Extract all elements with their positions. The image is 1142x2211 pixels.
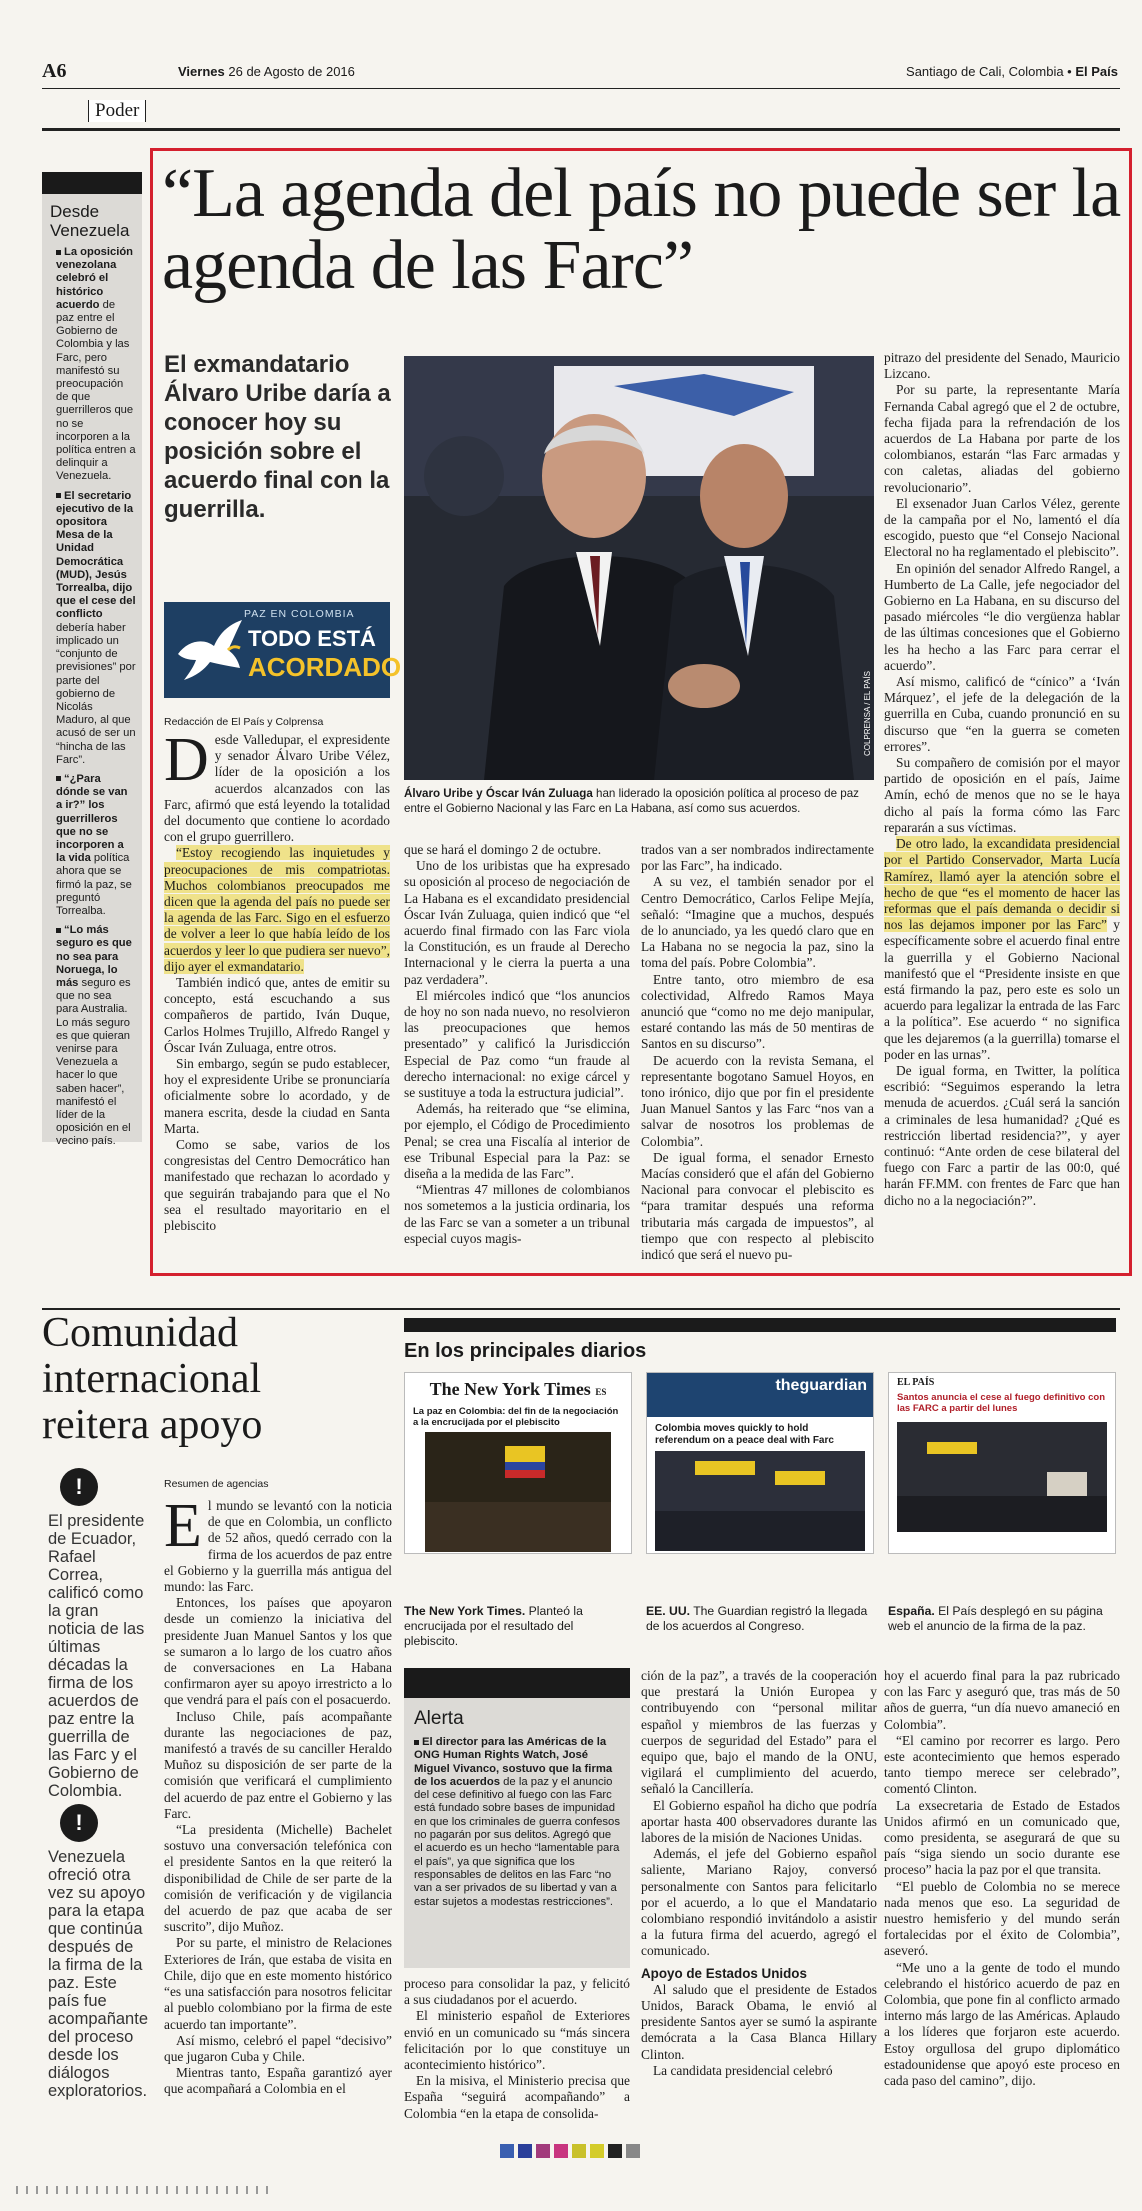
paragraph: El ministerio español de Exteriores envió en un comunicado su “más sincera felicitación por lo que constituye un acontecimiento histórico”. <box>404 2008 630 2073</box>
side-note: Venezuela ofreció otra vez su apoyo para la etapa que continúa después de la firma de la paz. Este país fue acompañante del proceso desde los diálogos exploratorios. <box>48 1848 148 2100</box>
section-bar <box>42 128 1120 131</box>
paz-logo-line1: TODO ESTÁ <box>248 626 376 651</box>
principales-title: En los principales diarios <box>404 1340 647 1362</box>
color-registration-strip <box>500 2144 640 2158</box>
paragraph: Su compañero de comisión por el mayor partido de oposición en el país, Jaime Amín, echó de menos que no se le haya dicho al país la forma cómo las Farc repararán a sus víctimas. <box>884 755 1120 835</box>
elpais-masthead: EL PAÍS <box>897 1377 935 1388</box>
paragraph: Entre tanto, otro miembro de esa colectividad, Alfredo Ramos Maya anunció que “como no me dejo manipular, estaré contando las más de 50 mentiras de Santos en su discurso”. <box>641 971 874 1052</box>
nyt-masthead: The New York Times <box>429 1379 591 1399</box>
sidebar-band <box>42 172 142 194</box>
paragraph: Por su parte, la representante María Fernanda Cabal agregó que el 2 de octubre, fecha fijada para la refrendación de los acuerdos de La Habana por parte de los colombianos, estarán “las Farc armadas y con caletas, aliadas del gobierno revolucionario”. <box>884 382 1120 495</box>
nyt-edition: ES <box>595 1387 607 1397</box>
color-swatch <box>554 2144 568 2158</box>
paragraph: “El pueblo de Colombia no se merece nada menos que eso. La seguridad de nuestro hemisferio y del mundo serán fortalecidas por el éxito de Colombia”, aseveró. <box>884 1878 1120 1959</box>
paragraph: que se hará el domingo 2 de octubre. <box>404 842 602 857</box>
paragraph: Incluso Chile, país acompañante durante las negociaciones de paz, manifestó a través de su canciller Heraldo Muñoz su disposición de ser parte de la comisión que verificará el cumplimiento del acuerdo de paz entre el Gobierno y las Farc. <box>164 1708 392 1821</box>
paragraph: “El camino por recorrer es largo. Pero este acontecimiento que hemos esperado tanto tiempo merece ser celebrado”, comentó Clinton. <box>884 1732 1120 1797</box>
photo-credit: COLPRENSA / EL PAÍS <box>863 671 872 756</box>
paragraph: Por su parte, el ministro de Relaciones Exteriores de Irán, que estaba de visita en Chile, dijo que en este momento histórico “es una satisfacción para nosotros felicitar al pueblo colombiano por la firma de este acuerdo tan importante”. <box>164 1935 392 2032</box>
main-photo <box>404 356 874 780</box>
paragraph: l mundo se levantó con la noticia de que en Colombia, un conflicto de 52 años, quedó cerrado con la firma de los acuerdos de paz entre el Gobierno y la guerrilla más antigua del mundo: las Farc. <box>164 1498 392 1595</box>
bullet-icon <box>56 776 61 781</box>
paragraph: El exsenador Juan Carlos Vélez, gerente de la campaña por el No, lamentó el día escogido, puesto que “el Consejo Nacional Electoral no ha reglamentado el plebiscito”. <box>884 495 1120 560</box>
side-note: El presidente de Ecuador, Rafael Correa, calificó como la gran noticia de las últimas décadas la firma de los acuerdos de paz entre la guerrilla de las Farc y el Gobierno de Colombia. <box>48 1512 145 1800</box>
paragraph: Al saludo que el presidente de Estados Unidos, Barack Obama, le envió al presidente Santos ayer se sumó la aspirante demócrata a la Casa Blanca Hillary Clinton. <box>641 1981 877 2062</box>
exclamation-icon: ! <box>60 1804 98 1842</box>
paragraph: ción de la paz”, a través de la cooperación que prestará la Unión Europea y contribuyendo con “personal militar español y miembros de las fuerzas y cuerpos de seguridad del Estado” para el equipo que, bajo el mando de la ONU, vigilará el cumplimiento del acuerdo, señaló la Cancillería. <box>641 1668 877 1797</box>
paragraph: Entonces, los países que apoyaron desde un comienzo la iniciativa del presidente Juan Manuel Santos y los que se sumaron a lo largo de los cuatro años de conversaciones en La Habana confirmaron ayer su apoyo irrestricto a lo que vendrá para el país con el posacuerdo. <box>164 1595 392 1708</box>
color-swatch <box>572 2144 586 2158</box>
bullet-icon <box>56 493 61 498</box>
headline: “La agenda del país no puede ser la agenda de las Farc” <box>162 155 1121 304</box>
highlighted-quote: “Estoy recogiendo las inquietudes y preocupaciones de mis compatriotas. Muchos colombianos preocupados me dicen que la agenda del país no puede ser la agenda de las Farc. Sigo en el esfuerzo de volver a leer lo que había leído de los acuerdos y leer lo que pudiera ser nuevo”, dijo ayer el exmandatario. <box>164 845 390 974</box>
paragraph: Sin embargo, según se pudo establecer, hoy el expresidente Uribe se pronunciaría oficialmente sobre lo acordado, y de manera escrita, desde la ciudad en Santa Marta. <box>164 1056 390 1136</box>
subheading: Apoyo de Estados Unidos <box>641 1965 807 1981</box>
paragraph: pitrazo del presidente del Senado, Mauricio Lizcano. <box>884 350 1120 382</box>
elpais-headline: Santos anuncia el cese al fuego definitivo con las FARC a partir del lunes <box>897 1392 1105 1414</box>
sidebar-title: Desde Venezuela <box>50 202 130 240</box>
paragraph: Como se sabe, varios de los congresistas del Centro Democrático han manifestado que rechazan lo acordado y que seguirán trabajando para que el No sea el resultado mayoritario en el plebiscito <box>164 1137 390 1234</box>
newspaper-thumb-elpais <box>888 1372 1116 1554</box>
paragraph: proceso para consolidar la paz, y felicitó a sus ciudadanos por el acuerdo. <box>404 1976 630 2008</box>
alerta-band <box>404 1668 630 1698</box>
byline: Resumen de agencias <box>164 1478 269 1490</box>
bullet-icon <box>56 928 61 933</box>
issue-date: Viernes 26 de Agosto de 2016 <box>178 64 355 79</box>
paragraph: El miércoles indicó que “los anuncios de hoy no son nada nuevo, no resolvieron las preocupaciones que hemos presentado” y calificó la Jurisdicción Especial de Paz como “un fraude al derecho internacional: no exige cárcel y se sustituye a toda la estructura judicial”. <box>404 987 630 1101</box>
drop-cap: D <box>164 726 209 794</box>
sidebar-item: “¿Para dónde se van a ir?” los guerrilleros que no se incorporen a la vida política ahora que se firmó la paz, se preguntó Torrealba. <box>56 772 132 917</box>
paragraph: De igual forma, en Twitter, la política escribió: “Seguimos esperando la letra menuda de acuerdos. ¿Cuál será la sanción a criminales de lesa humanidad? ¿Qué es restricción libertad residencia?”, y ayer continuó: “Ante orden de cese bilateral del fuego con Farc a partir de las 00:0, qué harán FF.MM. con frentes de Farc que han dicho no a la negociación?”. <box>884 1062 1120 1208</box>
paper-caption: The New York Times. Planteó la encrucijada por el resultado del plebiscito. <box>404 1604 583 1648</box>
alerta-title: Alerta <box>414 1708 464 1729</box>
article-column-4 <box>884 350 1120 1209</box>
color-swatch <box>608 2144 622 2158</box>
alerta-box <box>404 1668 630 1968</box>
nyt-headline: La paz en Colombia: del fin de la negociación a la encrucijada por el plebiscito <box>413 1406 619 1428</box>
paragraph: De acuerdo con la revista Semana, el representante bogotano Samuel Hoyos, en tono irónico, dijo que por fin el presidente Juan Manuel Santos y las Farc “nos van a salvar de nosotros los problemas de Colombia”. <box>641 1052 874 1149</box>
paragraph: “La presidenta (Michelle) Bachelet sostuvo una conversación telefónica con el presidente Santos en la que reiteró la disponibilidad de Chile de ser parte de la comisión de verificación y de vigilancia del acuerdo de paz que acaba de ser suscrito”, dijo Muñoz. <box>164 1822 392 1935</box>
page-number: A6 <box>42 60 67 82</box>
article-column-7 <box>641 1668 877 2079</box>
subheadline: El exmandatario Álvaro Uribe daría a conocer hoy su posición sobre el acuerdo final con la guerrilla. <box>164 351 391 523</box>
color-swatch <box>500 2144 514 2158</box>
article-column-8 <box>884 1668 1120 2089</box>
paragraph: Además, el jefe del Gobierno español saliente, Mariano Rajoy, conversó personalmente con Santos para felicitarlo por el acuerdo, a lo que el Mandatario colombiano respondió invitándolo a asistir a la futura firma del acuerdo, agregó el comunicado. <box>641 1846 877 1959</box>
article-column-2 <box>404 842 630 1247</box>
sidebar-venezuela <box>42 172 142 1148</box>
paz-logo-line2: ACORDADO <box>248 652 402 682</box>
paragraph: De igual forma, el senador Ernesto Macías consideró que el afán del Gobierno Nacional para convocar el plebiscito es “para tramitar después una reforma tributaria más cargada de impuestos”, al tiempo que con respecto al plebiscito indicó que será el nuevo pu- <box>641 1149 874 1263</box>
paragraph: Así mismo, calificó de “cínico” a ‘Iván Márquez’, el jefe de la delegación de la guerrilla en Cuba, cuando pronunció en su discurso que “en la guerra se cometen errores”. <box>884 674 1120 754</box>
paz-logo-top: PAZ EN COLOMBIA <box>244 608 355 620</box>
sidebar-item: “Lo más seguro es que no sea para Noruega, lo más seguro es que no sea para Australia. Lo más seguro es que quieran venirse para Venezuela a hacer lo que saben hacer”, manifestó el líder de la oposición en el vecino país. <box>56 924 132 1148</box>
color-swatch <box>626 2144 640 2158</box>
bottom-headline: Comunidad internacional reitera apoyo <box>42 1310 263 1448</box>
paragraph: hoy el acuerdo final para la paz rubricado con las Farc y aseguró que, tras más de 50 años de guerra, “un día nuevo amaneció en Colombia”. <box>884 1668 1120 1732</box>
header-rule <box>42 88 1120 89</box>
paragraph: A su vez, el también senador por el Centro Democrático, Carlos Felipe Mejía, señaló: “Imagine que a muchos, después de lo anunciado, ya les quedó claro que en La Habana no se negocia la paz, sino la toma del país. Pobre Colombia”. <box>641 874 874 971</box>
guardian-photo <box>655 1451 865 1551</box>
bullet-icon <box>414 1740 419 1745</box>
photo-caption: Álvaro Uribe y Óscar Iván Zuluaga han liderado la oposición política al proceso de paz entre el Gobierno Nacional y las Farc en La Habana, así como sus acuerdos. <box>404 787 859 815</box>
paragraph: Uno de los uribistas que ha expresado su oposición al proceso de negociación de La Habana es el excandidato presidencial Óscar Iván Zuluaga, quien indicó que “el acuerdo final firmado con las Farc viola la Constitución, es un fraude al Derecho Internacional y le cierra la puerta a una paz verdadera”. <box>404 858 630 987</box>
article-column-6 <box>404 1976 630 2122</box>
newspaper-thumb-guardian <box>646 1372 874 1554</box>
section-tab: Poder <box>88 100 146 122</box>
principales-bar <box>404 1318 1116 1332</box>
paragraph: En opinión del senador Alfredo Rangel, a Humberto de La Calle, jefe negociador del Gobierno en La Habana, en su discurso del pasado miércoles “le dio vergüenza hablar de las últimas concesiones que el Gobierno les ha hecho a las Farc para cerrar el acuerdo”. <box>884 560 1120 673</box>
alerta-text: El director para las Américas de la ONG Human Rights Watch, José Miguel Vivanco, sostuvo que la firma de los acuerdos de la paz y el anuncio del cese definitivo al fuego con las Farc está fundado sobre bases de impunidad en que los criminales de guerra confesos no pagarán por sus delitos. Agregó que el acuerdo es un hecho “lamentable para el país”, ya que significa que los responsables de delitos en las Farc “no van a ser privados de su libertad y van a estar sujetos a modestas restricciones”. <box>414 1736 620 1908</box>
paper-caption: España. El País desplegó en su página web el anuncio de la firma de la paz. <box>888 1604 1103 1633</box>
drop-cap: E <box>164 1492 202 1560</box>
paragraph: “Mientras 47 millones de colombianos nos sometemos a la justicia ordinaria, los de las Farc se van a someter a un tribunal especial cuyos magis- <box>404 1182 630 1246</box>
paragraph: y específicamente sobre el acuerdo final entre la guerrilla y el Gobierno Nacional manifestó que el “Presidente insiste en que está firmando la paz, pero este es solo un acuerdo para legalizar la entrada de las Farc a la política”. Ese acuerdo “ no significa que les dejaremos (a la guerrilla) tomarse el poder en las urnas”. <box>884 917 1120 1062</box>
newspaper-thumb-nyt <box>404 1372 632 1554</box>
color-swatch <box>590 2144 604 2158</box>
nyt-photo <box>425 1432 611 1552</box>
dove-icon <box>170 610 248 690</box>
paragraph: También indicó que, antes de emitir su concepto, está escuchando a sus compañeros de partido, Iván Duque, Carlos Holmes Trujillo, Alfredo Rangel y Óscar Iván Zuluaga, entre otros. <box>164 975 390 1055</box>
guardian-masthead: theguardian <box>647 1373 873 1417</box>
bullet-icon <box>56 250 61 255</box>
paragraph: Así mismo, celebró el papel “decisivo” que jugaron Cuba y Chile. <box>164 2032 392 2064</box>
masthead: Santiago de Cali, Colombia • El País <box>906 64 1118 79</box>
paragraph: “Me uno a la gente de todo el mundo celebrando el histórico acuerdo de paz en Colombia, que pone fin al conflicto armado interno más largo de las Américas. Aplaudo a los líderes que forjaron este acuerdo. Estoy orgullosa del grupo diplomático estadounidense que apoyó este proceso en cada paso del camino”, dijo. <box>884 1959 1120 2089</box>
paragraph: La candidata presidencial celebró <box>653 2062 833 2078</box>
paz-logo <box>164 602 402 698</box>
sidebar-item: El secretario ejecutivo de la opositora Mesa de la Unidad Democrática (MUD), Jesús Torrealba, dijo que el cese del conflicto debería haber implicado un “conjunto de previsiones” por parte del gobierno de Nicolás Maduro, al que acusó de ser un “hincha de las Farc”. <box>56 489 136 766</box>
color-swatch <box>536 2144 550 2158</box>
paragraph: esde Valledupar, el expresidente y senador Álvaro Uribe Vélez, líder de la oposición a los acuerdos alcanzados con las Farc, afirmó que está leyendo la totalidad del documento que contiene lo acordado con el grupo guerrillero. <box>164 732 390 845</box>
highlighted-quote: De otro lado, la excandidata presidencial por el Partido Conservador, Marta Lucía Ramírez, llamó ayer la atención sobre el hecho de que “es el momento de hacer las reformas que el país demanda o decidir si nos las dejamos imponer por las Farc” <box>884 836 1120 933</box>
article-column-5 <box>164 1492 392 2098</box>
paragraph: El Gobierno español ha dicho que podría aportar hasta 400 observadores durante las labores de la misión de Naciones Unidas. <box>641 1797 877 1846</box>
paper-caption: EE. UU. The Guardian registró la llegada de los acuerdos al Congreso. <box>646 1604 868 1633</box>
article-column-3 <box>641 842 874 1263</box>
color-swatch <box>518 2144 532 2158</box>
sidebar-item: La oposición venezolana celebró el histórico acuerdo de paz entre el Gobierno de Colombia y las Farc, pero manifestó su preocupación de que guerrilleros que no se incorporen a la política entren a delinquir a Venezuela. <box>56 246 136 483</box>
article-column-1 <box>164 726 390 1234</box>
paragraph: Además, ha reiterado que “se elimina, por ejemplo, el Código de Procedimiento Penal; se crea una Fiscalía al interior de ese Tribunal Especial para la Paz: se diseña a la medida de las Farc”. <box>404 1101 630 1182</box>
exclamation-icon: ! <box>60 1468 98 1506</box>
byline: Redacción de El País y Colprensa <box>164 716 324 728</box>
paragraph: La exsecretaria de Estado de Estados Unidos afirmó en un comunicado que, como presidenta, se asegurará de que su país “siga siendo un socio durante ese proceso” hacia la paz por el que transita. <box>884 1797 1120 1878</box>
trim-marks <box>16 2186 276 2194</box>
paragraph: En la misiva, el Ministerio precisa que España “seguirá acompañando” a Colombia “en la etapa de consolida- <box>404 2073 630 2121</box>
guardian-headline: Colombia moves quickly to hold referendum on a peace deal with Farc <box>655 1423 834 1446</box>
paragraph: trados van a ser nombrados indirectamente por las Farc”, ha indicado. <box>641 842 874 874</box>
elpais-photo <box>897 1422 1107 1532</box>
paragraph: Mientras tanto, España garantizó ayer que acompañará a Colombia en el <box>164 2065 392 2097</box>
uribe-zuluaga-photo <box>404 356 874 780</box>
